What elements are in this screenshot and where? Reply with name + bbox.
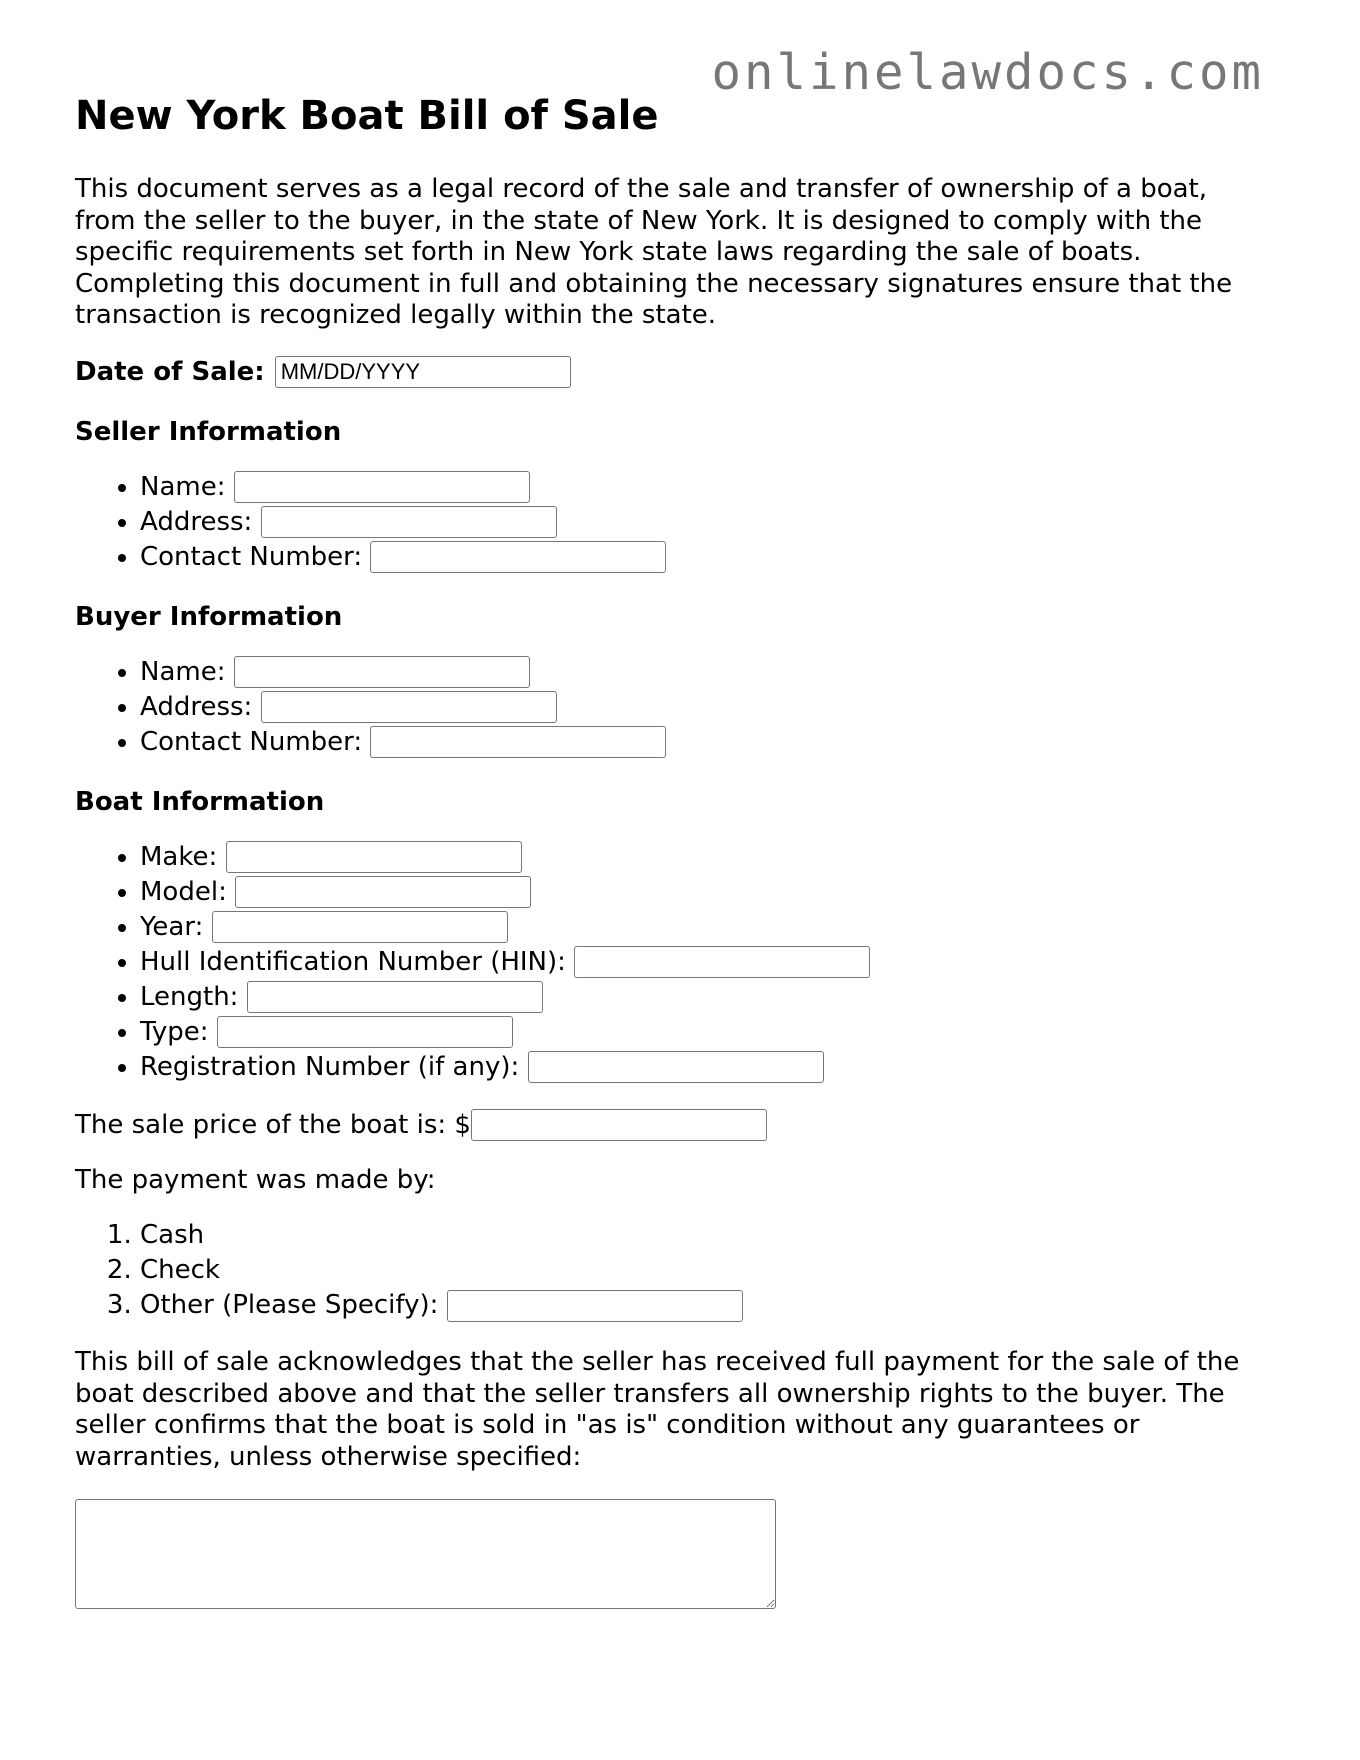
boat-make-input[interactable] [226,841,522,873]
boat-length-item [140,980,1275,1015]
payment-label: The payment was made by: [75,1164,436,1195]
seller-name-label: Name: [140,471,226,502]
buyer-address-input[interactable] [261,691,557,723]
boat-hin-input[interactable] [574,946,870,978]
page-title: New York Boat Bill of Sale [75,93,659,139]
boat-registration-label: Registration Number (if any): [140,1051,520,1082]
buyer-name-label: Name: [140,656,226,687]
buyer-heading: Buyer Information [75,601,343,632]
buyer-contact-input[interactable] [370,726,666,758]
seller-name-item [140,470,1275,505]
sale-price-label: The sale price of the boat is: $ [75,1109,471,1140]
boat-heading: Boat Information [75,786,325,817]
date-of-sale-label: Date of Sale: [75,356,265,387]
seller-contact-label: Contact Number: [140,541,363,572]
boat-model-item [140,875,1275,910]
seller-name-input[interactable] [234,471,530,503]
seller-address-input[interactable] [261,506,557,538]
boat-type-item [140,1015,1275,1050]
buyer-name-item [140,655,1275,690]
payment-option-other [140,1288,1275,1323]
boat-type-label: Type: [140,1016,209,1047]
boat-year-item [140,910,1275,945]
date-of-sale-row [75,356,1275,388]
buyer-address-label: Address: [140,691,253,722]
buyer-list [75,655,1275,760]
boat-hin-label: Hull Identification Number (HIN): [140,946,566,977]
document-body [75,92,1275,1609]
boat-registration-item [140,1050,1275,1085]
watermark: onlinelawdocs.com [711,44,1264,101]
buyer-address-item [140,690,1275,725]
buyer-contact-label: Contact Number: [140,726,363,757]
boat-length-label: Length: [140,981,239,1012]
seller-list [75,470,1275,575]
boat-year-label: Year: [140,911,204,942]
payment-options [75,1218,1275,1323]
boat-year-input[interactable] [212,911,508,943]
boat-list [75,840,1275,1085]
intro-paragraph: This document serves as a legal record of the sale and transfer of ownership of a boat, from the seller to the buyer, in the state of New York. It is designed to comply with the specific requirements set forth in New York state laws regarding the sale of boats. Completing this document in full and obtaining the necessary signatures ensure that the transaction is recognized legally within the state. [75,174,1233,330]
seller-heading: Seller Information [75,416,342,447]
payment-option-label: Cash [140,1220,205,1250]
buyer-contact-item [140,725,1275,760]
sale-price-input[interactable] [471,1109,767,1141]
seller-address-label: Address: [140,506,253,537]
boat-model-label: Model: [140,876,227,907]
sale-price-row [75,1109,1275,1141]
seller-contact-input[interactable] [370,541,666,573]
boat-model-input[interactable] [235,876,531,908]
boat-registration-input[interactable] [528,1051,824,1083]
conditions-textarea[interactable] [75,1499,776,1609]
buyer-name-input[interactable] [234,656,530,688]
payment-option-check [140,1253,1275,1288]
boat-make-label: Make: [140,841,218,872]
payment-other-input[interactable] [447,1290,743,1322]
payment-option-cash [140,1218,1275,1253]
boat-make-item [140,840,1275,875]
boat-length-input[interactable] [247,981,543,1013]
seller-contact-item [140,540,1275,575]
boat-type-input[interactable] [217,1016,513,1048]
payment-option-label: Check [140,1255,220,1285]
date-of-sale-input[interactable] [275,356,571,388]
seller-address-item [140,505,1275,540]
acknowledgement-paragraph: This bill of sale acknowledges that the seller has received full payment for the sale of the boat described above and that the seller transfers all ownership rights to the buyer. The seller confirms that the boat is sold in "as is" condition without any guarantees or warranties, unless otherwise specified: [75,1347,1240,1472]
boat-hin-item [140,945,1275,980]
payment-option-label: Other (Please Specify): [140,1290,439,1320]
